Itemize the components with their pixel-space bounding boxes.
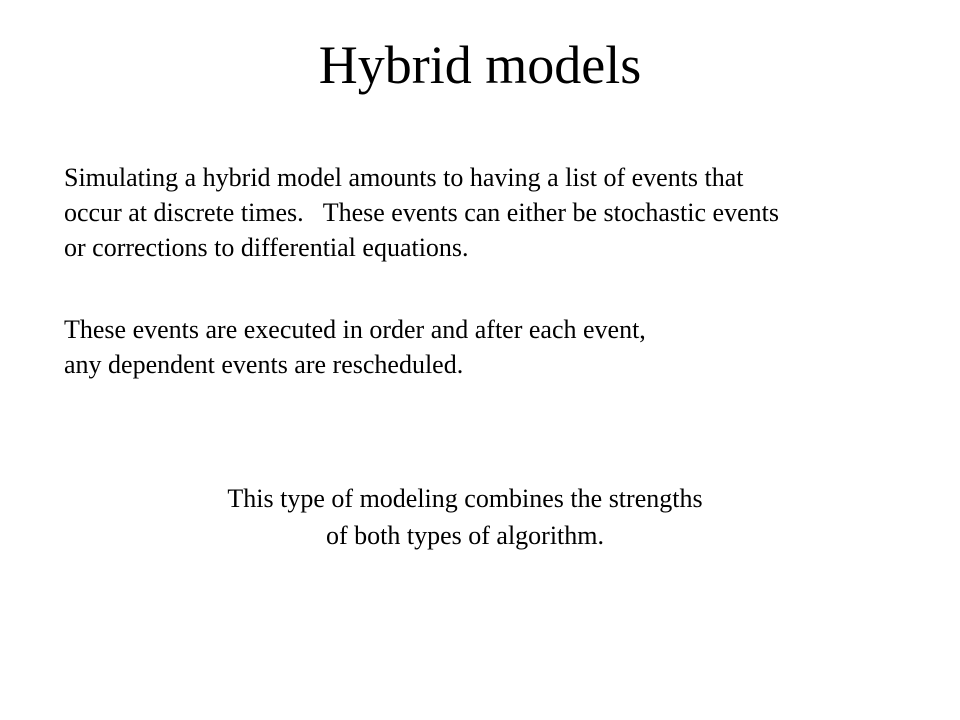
- intro-paragraph: [64, 160, 944, 265]
- slide-title: Hybrid models: [318, 35, 642, 95]
- execution-line-2: any dependent events are rescheduled.: [64, 350, 464, 379]
- intro-line-3: or corrections to differential equations.: [64, 233, 469, 262]
- execution-paragraph: [64, 312, 944, 382]
- intro-line-1: Simulating a hybrid model amounts to having a list of events that: [64, 163, 744, 192]
- conclusion-line-2: of both types of algorithm.: [325, 521, 604, 550]
- intro-line-2: occur at discrete times. These events can either be stochastic events: [64, 198, 779, 227]
- conclusion-paragraph: [0, 480, 930, 554]
- execution-line-1: These events are executed in order and after each event,: [64, 315, 646, 344]
- conclusion-line-1: This type of modeling combines the strengths: [227, 484, 703, 513]
